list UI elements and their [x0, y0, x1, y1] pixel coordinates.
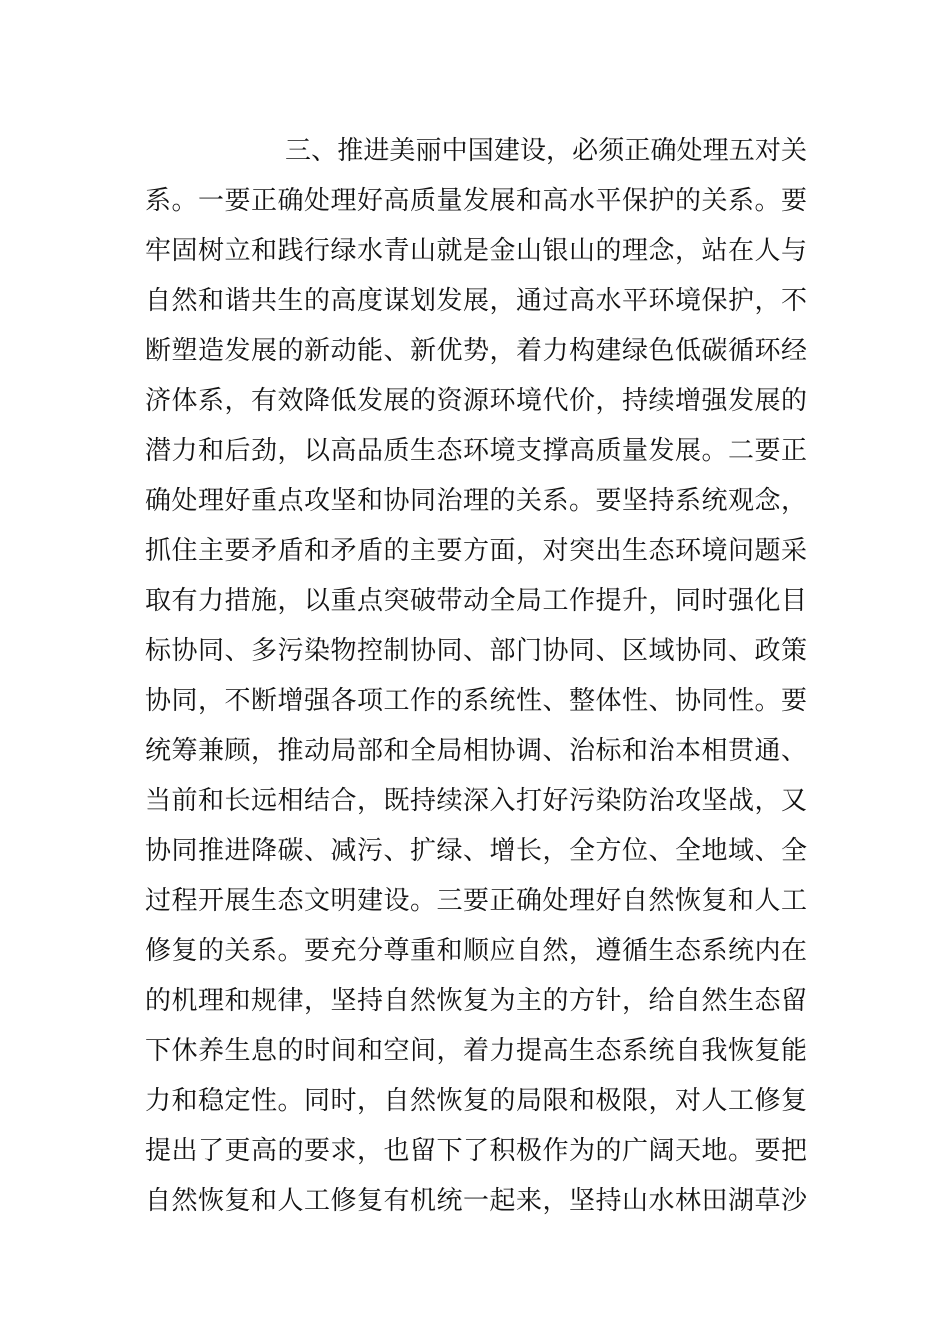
text-line-21: 提出了更高的要求，也留下了积极作为的广阔天地。要把 — [145, 1136, 807, 1166]
text-line-14: 当前和长远相结合，既持续深入打好污染防治攻坚战，又 — [145, 786, 807, 816]
text-line-15: 协同推进降碳、减污、扩绿、增长，全方位、全地域、全 — [145, 836, 807, 866]
text-line-22: 自然恢复和人工修复有机统一起来，坚持山水林田湖草沙 — [145, 1186, 807, 1216]
text-line-9: 抓住主要矛盾和矛盾的主要方面，对突出生态环境问题采 — [145, 536, 807, 566]
body-paragraph — [145, 126, 807, 1226]
text-line-5: 断塑造发展的新动能、新优势，着力构建绿色低碳循环经 — [145, 336, 807, 366]
text-line-8: 确处理好重点攻坚和协同治理的关系。要坚持系统观念， — [145, 486, 807, 516]
text-line-10: 取有力措施，以重点突破带动全局工作提升，同时强化目 — [145, 586, 807, 616]
text-line-11: 标协同、多污染物控制协同、部门协同、区域协同、政策 — [145, 636, 807, 666]
text-line-1: 三、推进美丽中国建设，必须正确处理五对关 — [285, 136, 807, 166]
text-line-13: 统筹兼顾，推动局部和全局相协调、治标和治本相贯通、 — [145, 736, 807, 766]
text-line-3: 牢固树立和践行绿水青山就是金山银山的理念，站在人与 — [145, 236, 807, 266]
text-line-17: 修复的关系。要充分尊重和顺应自然，遵循生态系统内在 — [145, 936, 807, 966]
text-line-4: 自然和谐共生的高度谋划发展，通过高水平环境保护，不 — [145, 286, 807, 316]
text-line-2: 系。一要正确处理好高质量发展和高水平保护的关系。要 — [145, 186, 807, 216]
text-line-16: 过程开展生态文明建设。三要正确处理好自然恢复和人工 — [145, 886, 807, 916]
text-line-20: 力和稳定性。同时，自然恢复的局限和极限，对人工修复 — [145, 1086, 807, 1116]
text-line-18: 的机理和规律，坚持自然恢复为主的方针，给自然生态留 — [145, 986, 807, 1016]
text-line-12: 协同，不断增强各项工作的系统性、整体性、协同性。要 — [145, 686, 807, 716]
text-line-6: 济体系，有效降低发展的资源环境代价，持续增强发展的 — [145, 386, 807, 416]
text-line-7: 潜力和后劲，以高品质生态环境支撑高质量发展。二要正 — [145, 436, 807, 466]
text-line-19: 下休养生息的时间和空间，着力提高生态系统自我恢复能 — [145, 1036, 807, 1066]
